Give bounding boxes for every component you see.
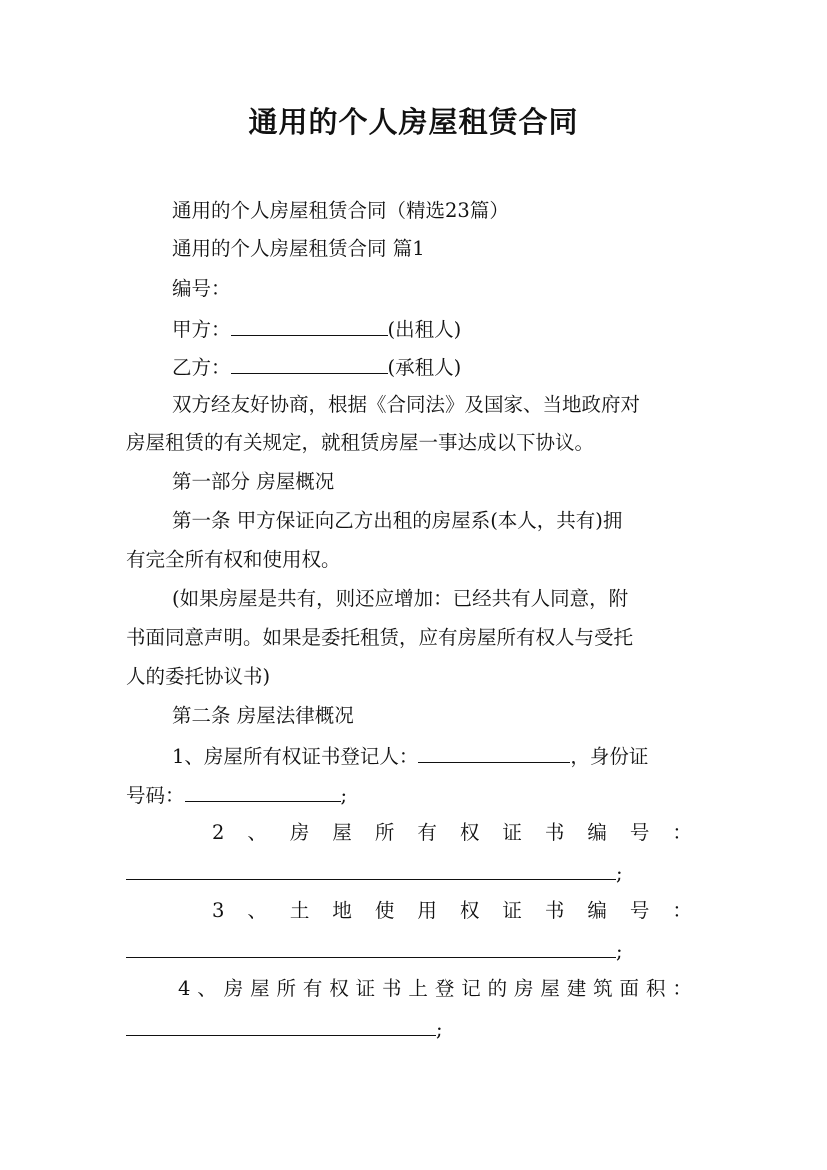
item4-char: 筑 [593,977,613,1000]
document-subtitle: 通用的个人房屋租赁合同（精选23篇） [172,199,509,222]
item4-line-2 [126,1013,702,1045]
party-a-line [172,313,702,345]
item2-char: 权 [459,821,480,844]
intro-line-2: 房屋租赁的有关规定，就租赁房屋一事达成以下协议。 [126,431,595,454]
item2-line-1 [212,818,692,848]
item2-char: 有 [417,821,437,844]
item4-end: ; [436,1018,443,1041]
note-line-1: (如果房屋是共有，则还应增加：已经共有人同意，附 [172,587,629,610]
party-b-line [172,351,702,383]
item4-char: 房 [223,977,244,1000]
item3-char: 编 [587,899,607,922]
item2-char: 书 [544,821,565,844]
item4-char: 权 [329,977,349,1000]
party-a-role: (出租人) [387,318,462,341]
item4-char: 4 [178,977,191,1000]
item2-char: 屋 [332,821,352,844]
item1-id-number-label: 号码： [126,784,185,807]
item2-line-2 [126,857,702,889]
section-heading: 通用的个人房屋租赁合同 篇1 [172,237,425,260]
item3-line-2 [126,935,702,967]
item3-end: ; [616,940,623,963]
item3-char: 号 [629,899,650,922]
party-b-blank [231,351,388,374]
intro-line-1: 双方经友好协商，根据《合同法》及国家、当地政府对 [172,393,641,416]
item2-char: 、 [247,821,267,844]
item2-char: 号 [629,821,650,844]
item3-char: 地 [332,899,352,922]
item4-char: 屋 [540,977,560,1000]
item4-char: 记 [461,977,481,1000]
item3-char: ： [672,899,692,922]
item3-char: 证 [502,899,522,922]
article1-line-2: 有完全所有权和使用权。 [126,548,341,571]
item4-char: 积 [645,977,666,1000]
article2-heading: 第二条 房屋法律概况 [172,704,354,727]
item2-blank [126,857,616,880]
item4-char: 建 [566,977,587,1000]
item3-char: 3 [212,899,225,922]
item2-char: 编 [587,821,607,844]
item4-char: 屋 [250,977,270,1000]
item4-char: ： [672,977,692,1000]
item2-char: 2 [212,821,225,844]
item2-char: ： [672,821,692,844]
item3-blank [126,935,616,958]
note-line-3: 人的委托协议书) [126,665,271,688]
item4-char: 房 [513,977,534,1000]
item4-char: 书 [382,977,402,1000]
document-title: 通用的个人房屋租赁合同 [248,105,579,139]
party-a-label: 甲方： [172,318,231,341]
item1-end: ; [340,784,348,807]
item3-line-1 [212,896,692,926]
item4-char: 的 [487,977,508,1000]
part1-heading: 第一部分 房屋概况 [172,470,335,493]
party-b-label: 乙方： [172,356,231,379]
item1-id-blank [185,779,341,802]
item1-id-label: ，身份证 [570,745,649,768]
item4-char: 、 [197,977,217,1000]
item1-owner-blank [418,740,570,763]
article1-line-1: 第一条 甲方保证向乙方出租的房屋系(本人，共有)拥 [172,509,623,532]
item2-end: ; [616,862,623,885]
item1-line-1 [172,740,702,772]
item4-char: 上 [408,977,428,1000]
item2-char: 证 [502,821,522,844]
item3-char: 土 [289,899,310,922]
note-line-2: 书面同意声明。如果是委托租赁，应有房屋所有权人与受托 [126,626,634,649]
item3-char: 权 [459,899,480,922]
item3-char: 用 [417,899,437,922]
item4-line-1 [178,974,692,1004]
item4-char: 证 [355,977,376,1000]
item4-char: 所 [276,977,296,1000]
item2-char: 所 [374,821,395,844]
item2-char: 房 [289,821,310,844]
item3-char: 书 [544,899,565,922]
item1-label: 1、房屋所有权证书登记人： [172,745,419,768]
item4-blank [126,1013,436,1036]
item4-char: 面 [619,977,640,1000]
party-b-role: (承租人) [387,356,462,379]
number-label: 编号： [172,277,231,300]
item3-char: 使 [374,899,395,922]
item4-char: 有 [302,977,323,1000]
item4-char: 登 [434,977,455,1000]
item3-char: 、 [247,899,267,922]
party-a-blank [231,313,388,336]
item1-line-2 [126,779,702,811]
